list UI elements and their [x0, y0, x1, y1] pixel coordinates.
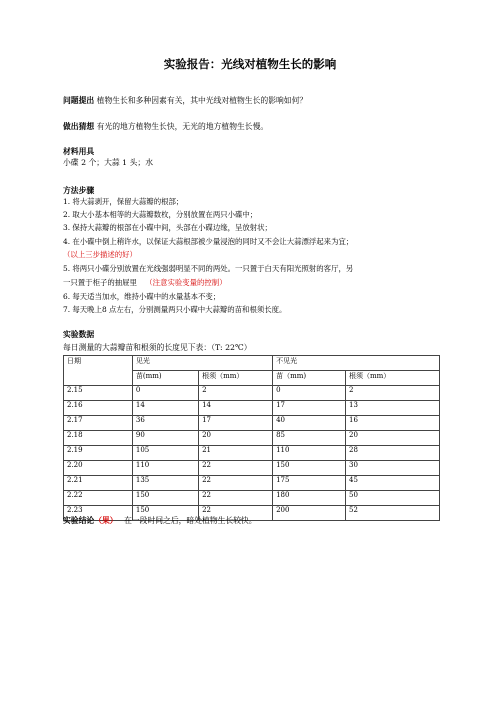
- date-cell: 2.16: [64, 401, 133, 416]
- subheader-cell: 根须（mm）: [346, 371, 440, 386]
- value-cell: 45: [346, 476, 440, 491]
- value-cell: 50: [346, 491, 440, 506]
- conclusion-paren-open: （: [94, 516, 102, 525]
- method-step: 5. 将两只小碟分别放置在光线强弱明显不同的两处。一只置于白天有阳光照射的客厅，另: [63, 264, 354, 273]
- method-step: 2. 取大小基本相等的大蒜瓣数枚，分别放置在两只小碟中；: [63, 210, 258, 219]
- annotation-note: （注意实验变量的控制）: [145, 278, 227, 287]
- question-row: [63, 96, 443, 106]
- table-row: [64, 401, 440, 416]
- date-cell: 2.22: [64, 491, 133, 506]
- value-cell: 14: [199, 401, 273, 416]
- method-step: 6. 每天适当加水，维持小碟中的水量基本不变；: [63, 292, 221, 301]
- table-caption: 每日测量的大蒜瓣苗和根须的长度见下表：（T: 22℃）: [63, 343, 252, 352]
- method-step: 4. 在小碟中倒上稍许水，以保证大蒜根部被少量浸泡的同时又不会让大蒜漂浮起来为宜；: [63, 237, 354, 246]
- value-cell: 200: [273, 506, 346, 521]
- table-body: [64, 386, 440, 521]
- value-cell: 21: [199, 446, 273, 461]
- method-step: 7. 每天晚上8 点左右，分别测量两只小碟中大蒜瓣的苗和根须长度。: [63, 305, 287, 314]
- method-label: 方法步骤: [63, 186, 95, 195]
- value-cell: 135: [132, 476, 198, 491]
- value-cell: 0: [273, 386, 346, 401]
- value-cell: 28: [346, 446, 440, 461]
- value-cell: 36: [132, 416, 198, 431]
- value-cell: 85: [273, 431, 346, 446]
- hypothesis-label: 做出猜想: [63, 122, 95, 131]
- value-cell: 110: [273, 446, 346, 461]
- materials-text: 小碟 2 个；大蒜 1 头；水: [63, 158, 154, 167]
- value-cell: 20: [346, 431, 440, 446]
- table-row: [64, 386, 440, 401]
- value-cell: 150: [132, 491, 198, 506]
- table-row: [64, 446, 440, 461]
- value-cell: 13: [346, 401, 440, 416]
- date-cell: 2.18: [64, 431, 133, 446]
- table-row: [64, 491, 440, 506]
- measurement-table: [63, 355, 440, 521]
- method-step: 1. 将大蒜剥开，保留大蒜瓣的根部；: [63, 197, 184, 206]
- value-cell: 90: [132, 431, 198, 446]
- value-cell: 2: [199, 386, 273, 401]
- annotation-note: （以上三步描述的好）: [63, 250, 137, 259]
- dark-group-header: 不见光: [273, 356, 440, 371]
- page-title: 实验报告：光线对植物生长的影响: [163, 57, 337, 71]
- date-header: 日期: [64, 356, 133, 386]
- value-cell: 22: [199, 491, 273, 506]
- materials-label: 材料用具: [63, 147, 95, 156]
- value-cell: 175: [273, 476, 346, 491]
- data-label: 实验数据: [63, 330, 95, 339]
- date-cell: 2.20: [64, 461, 133, 476]
- light-group-header: 见光: [132, 356, 272, 371]
- table-row: [64, 461, 440, 476]
- subheader-cell: 苗(mm): [132, 371, 198, 386]
- value-cell: 17: [273, 401, 346, 416]
- subheader-cell: 苗（mm): [273, 371, 346, 386]
- date-cell: 2.19: [64, 446, 133, 461]
- date-cell: 2.15: [64, 386, 133, 401]
- value-cell: 40: [273, 416, 346, 431]
- conclusion-paren-close: ）: [109, 516, 118, 525]
- table-row: [64, 476, 440, 491]
- date-cell: 2.21: [64, 476, 133, 491]
- conclusion-label: 实验结论: [63, 516, 95, 525]
- value-cell: 30: [346, 461, 440, 476]
- value-cell: 22: [199, 461, 273, 476]
- value-cell: 17: [199, 416, 273, 431]
- value-cell: 20: [199, 431, 273, 446]
- value-cell: 105: [132, 446, 198, 461]
- value-cell: 22: [199, 506, 273, 521]
- value-cell: 52: [346, 506, 440, 521]
- method-step: 3. 保持大蒜瓣的根部在小碟中间，头部在小碟边缘，呈放射状；: [63, 223, 272, 232]
- value-cell: 14: [132, 401, 198, 416]
- table-header-row: [64, 356, 440, 371]
- question-text: 植物生长和多种因素有关，其中光线对植物生长的影响如何？: [96, 96, 308, 105]
- method-step-text: 一只置于柜子的抽屉里: [63, 278, 137, 287]
- method-step-continued: [63, 277, 443, 288]
- conclusion-row: [63, 516, 443, 526]
- value-cell: 150: [273, 461, 346, 476]
- value-cell: 16: [346, 416, 440, 431]
- date-cell: 2.17: [64, 416, 133, 431]
- hypothesis-row: [63, 122, 443, 132]
- question-label: 问题提出: [63, 96, 95, 105]
- table-row: [64, 416, 440, 431]
- value-cell: 2: [346, 386, 440, 401]
- value-cell: 180: [273, 491, 346, 506]
- conclusion-text: 在一段时间之后，暗处植物生长较快。: [124, 516, 257, 525]
- date-cell: 2.23: [64, 506, 133, 521]
- conclusion-mark: 果: [101, 516, 110, 525]
- value-cell: 150: [132, 506, 198, 521]
- value-cell: 0: [132, 386, 198, 401]
- value-cell: 110: [132, 461, 198, 476]
- table-row: [64, 431, 440, 446]
- hypothesis-text: 有光的地方植物生长快，无光的地方植物生长慢。: [96, 122, 269, 131]
- value-cell: 22: [199, 476, 273, 491]
- subheader-cell: 根须（mm）: [199, 371, 273, 386]
